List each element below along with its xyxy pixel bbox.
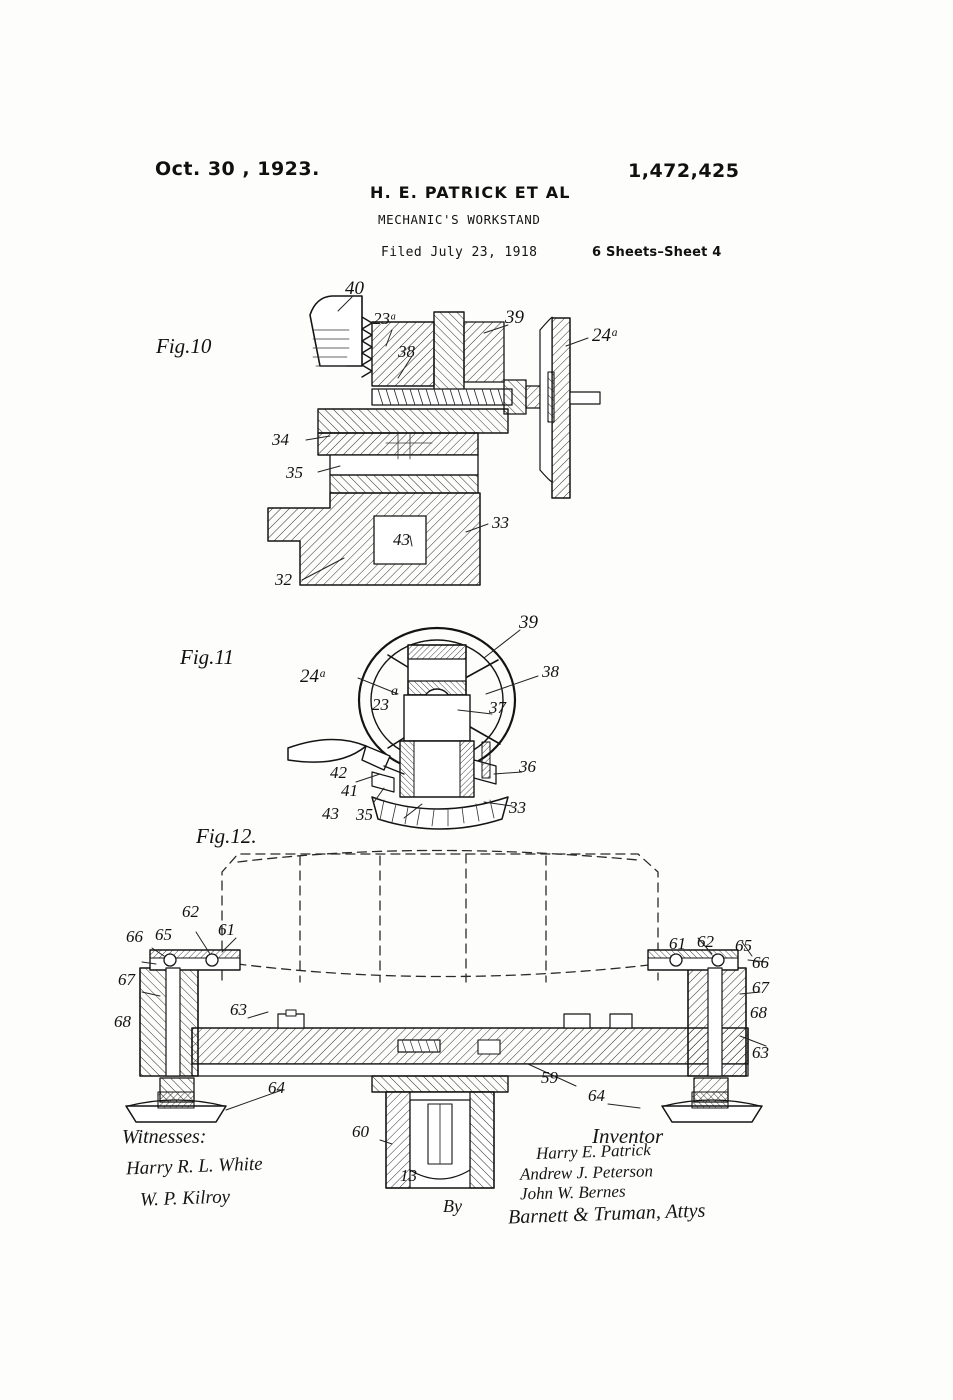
ref-35-b: 35 bbox=[356, 805, 373, 824]
ref-65: 65 bbox=[155, 925, 172, 944]
ref-a: a bbox=[391, 684, 398, 699]
ref-63-right: 63 bbox=[752, 1043, 769, 1062]
ref-67: 67 bbox=[118, 970, 135, 989]
ref-33: 33 bbox=[492, 513, 509, 532]
figure-label-11: Fig.11 bbox=[180, 645, 234, 669]
ref-62: 62 bbox=[182, 902, 199, 921]
ref-43-b: 43 bbox=[322, 804, 339, 823]
publication-date: Oct. 30 , 1923. bbox=[155, 158, 320, 180]
ref-61-right: 61 bbox=[669, 934, 686, 953]
attorneys-signature: Barnett & Truman, Attys bbox=[507, 1199, 706, 1229]
sheet-count: 6 Sheets–Sheet 4 bbox=[592, 245, 722, 260]
ref-67-right: 67 bbox=[752, 978, 769, 997]
ref-34: 34 bbox=[272, 430, 289, 449]
invention-title: MECHANIC'S WORKSTAND bbox=[378, 212, 541, 227]
figure-label-10: Fig.10 bbox=[156, 334, 212, 358]
ref-68: 68 bbox=[114, 1012, 131, 1031]
ref-66-right: 66 bbox=[752, 953, 769, 972]
ref-43: 43 bbox=[393, 530, 410, 549]
figure-10-drawing bbox=[268, 296, 600, 585]
figure-label-12: Fig.12. bbox=[196, 824, 257, 848]
ref-23: 23 bbox=[372, 695, 389, 714]
witnesses-heading: Witnesses: bbox=[122, 1126, 207, 1148]
ref-23a: 23ᵃ bbox=[373, 309, 397, 328]
ref-35: 35 bbox=[286, 463, 303, 482]
inventor-signature-2: Andrew J. Peterson bbox=[519, 1161, 654, 1184]
ref-42: 42 bbox=[330, 763, 347, 782]
by-label: By bbox=[443, 1196, 462, 1216]
patent-number: 1,472,425 bbox=[628, 160, 740, 182]
ref-61: 61 bbox=[218, 920, 235, 939]
ref-36: 36 bbox=[519, 757, 536, 776]
ref-32: 32 bbox=[275, 570, 292, 589]
inventor-signature-3: John W. Bernes bbox=[519, 1181, 626, 1204]
ref-37: 37 bbox=[489, 698, 506, 717]
ref-24a: 24ᵃ bbox=[592, 325, 619, 346]
inventor-line: H. E. PATRICK ET AL bbox=[370, 183, 571, 202]
ref-40: 40 bbox=[345, 278, 364, 299]
ref-68-right: 68 bbox=[750, 1003, 767, 1022]
ref-13: 13 bbox=[400, 1166, 417, 1185]
figure-11-drawing bbox=[288, 628, 538, 829]
ref-33-b: 33 bbox=[509, 798, 526, 817]
ref-64-right: 64 bbox=[588, 1086, 605, 1105]
filing-date: Filed July 23, 1918 bbox=[381, 245, 538, 260]
ref-66: 66 bbox=[126, 927, 143, 946]
ref-62-right: 62 bbox=[697, 932, 714, 951]
witness-signature-1: Harry R. L. White bbox=[125, 1153, 263, 1180]
ref-60: 60 bbox=[352, 1122, 369, 1141]
ref-59: 59 bbox=[541, 1068, 558, 1087]
ref-24a-b: 24ᵃ bbox=[300, 666, 327, 687]
ref-64: 64 bbox=[268, 1078, 285, 1097]
ref-38: 38 bbox=[398, 342, 415, 361]
ref-39: 39 bbox=[505, 307, 524, 328]
figure-12-drawing bbox=[126, 850, 766, 1188]
ref-38-b: 38 bbox=[542, 662, 559, 681]
inventor-signature-1: Harry E. Patrick bbox=[535, 1140, 652, 1163]
witness-signature-2: W. P. Kilroy bbox=[139, 1186, 231, 1211]
ref-41: 41 bbox=[341, 781, 358, 800]
inventor-heading: Inventor bbox=[592, 1124, 664, 1148]
ref-63: 63 bbox=[230, 1000, 247, 1019]
ref-65-right: 65 bbox=[735, 936, 752, 955]
ref-39-b: 39 bbox=[519, 612, 538, 633]
